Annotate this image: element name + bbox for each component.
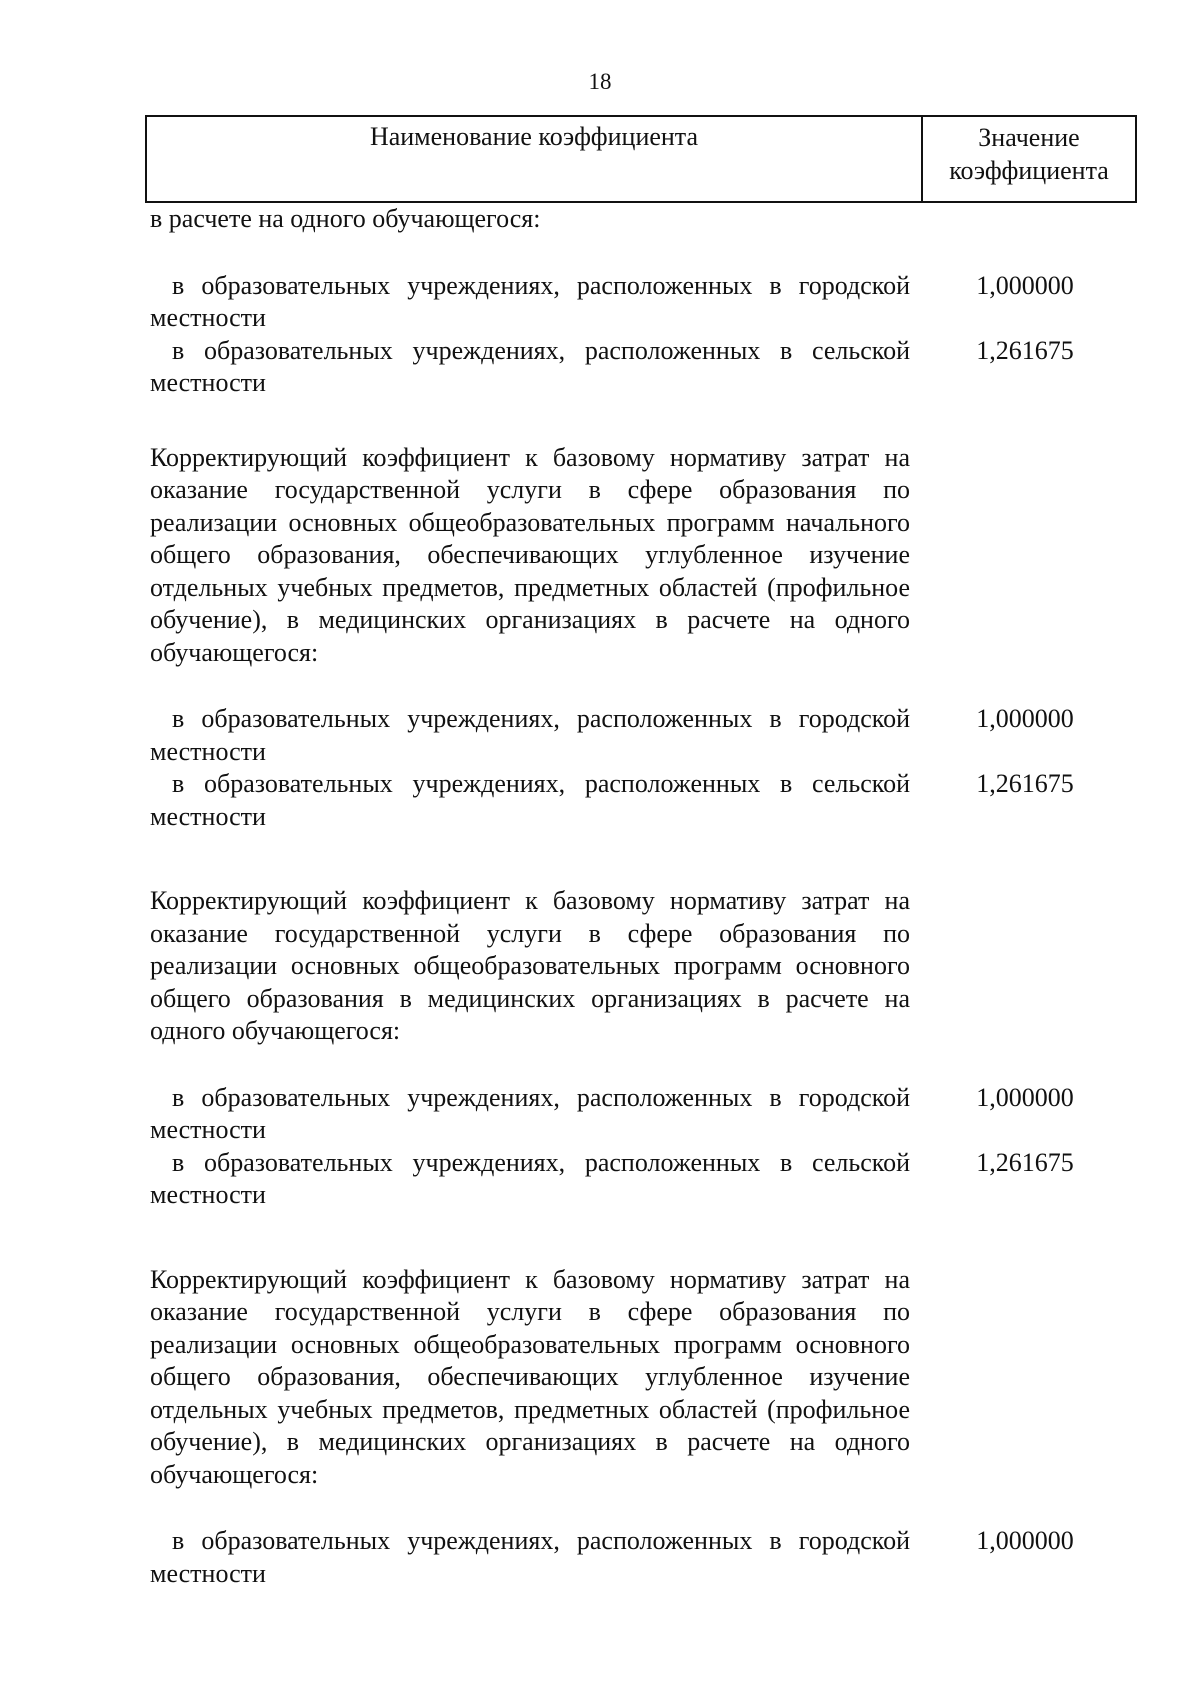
coefficient-row xyxy=(150,270,1150,335)
coefficient-row xyxy=(150,1147,1150,1212)
row-value-urban: 1,000000 xyxy=(976,270,1074,300)
column-header-value xyxy=(923,117,1135,201)
section-2-title: Корректирующий коэффициент к базовому нормативу затрат на оказание государственной услуги в сфере образования по реализации основных общеобразовательных программ начального общего образования, обеспечивающих углубленное изучение отдельных учебных предметов, предметных областей (профильное обучение), в медицинских организациях в расчете на одного обучающегося: xyxy=(150,442,910,667)
row-value-rural: 1,261675 xyxy=(976,1147,1074,1177)
column-header-value-line1: Значение xyxy=(978,123,1080,152)
section-3-title: Корректирующий коэффициент к базовому нормативу затрат на оказание государственной услуги в сфере образования по реализации основных общеобразовательных программ основного общего образования в медицинских организациях в расчете на одного обучающегося: xyxy=(150,886,910,1045)
column-header-name: Наименование коэффициента xyxy=(147,117,923,201)
page-number: 18 xyxy=(588,69,612,94)
row-label-urban: в образовательных учреждениях, расположенных в городской местности xyxy=(150,270,910,332)
row-value-rural: 1,261675 xyxy=(976,769,1074,798)
coefficient-row xyxy=(150,768,1150,833)
row-value-rural: 1,261675 xyxy=(976,335,1074,365)
coefficient-row xyxy=(150,335,1150,400)
row-label-urban: в образовательных учреждениях, расположенных в городской местности xyxy=(150,1526,910,1588)
row-label-rural: в образовательных учреждениях, расположенных в сельской местности xyxy=(150,769,910,831)
section-4-title: Корректирующий коэффициент к базовому нормативу затрат на оказание государственной услуги в сфере образования по реализации основных общеобразовательных программ основного общего образования, обеспечивающих углубленное изучение отдельных учебных предметов, предметных областей (профильное обучение), в медицинских организациях в расчете на одного обучающегося: xyxy=(150,1264,910,1489)
column-header-value-line2: коэффициента xyxy=(949,156,1109,185)
coefficient-row xyxy=(150,1525,1150,1590)
row-value-urban: 1,000000 xyxy=(976,704,1074,733)
row-label-rural: в образовательных учреждениях, расположенных в сельской местности xyxy=(150,335,910,397)
row-value-urban: 1,000000 xyxy=(976,1082,1074,1112)
table-header xyxy=(145,115,1137,203)
coefficient-row xyxy=(150,1082,1150,1147)
row-label-rural: в образовательных учреждениях, расположенных в сельской местности xyxy=(150,1147,910,1209)
section-1-intro-tail: в расчете на одного обучающегося: xyxy=(150,204,541,233)
row-label-urban: в образовательных учреждениях, расположенных в городской местности xyxy=(150,1082,910,1144)
coefficient-row xyxy=(150,703,1150,768)
coefficient-list xyxy=(150,203,1150,1590)
row-value-urban: 1,000000 xyxy=(976,1526,1074,1555)
row-label-urban: в образовательных учреждениях, расположенных в городской местности xyxy=(150,704,910,766)
